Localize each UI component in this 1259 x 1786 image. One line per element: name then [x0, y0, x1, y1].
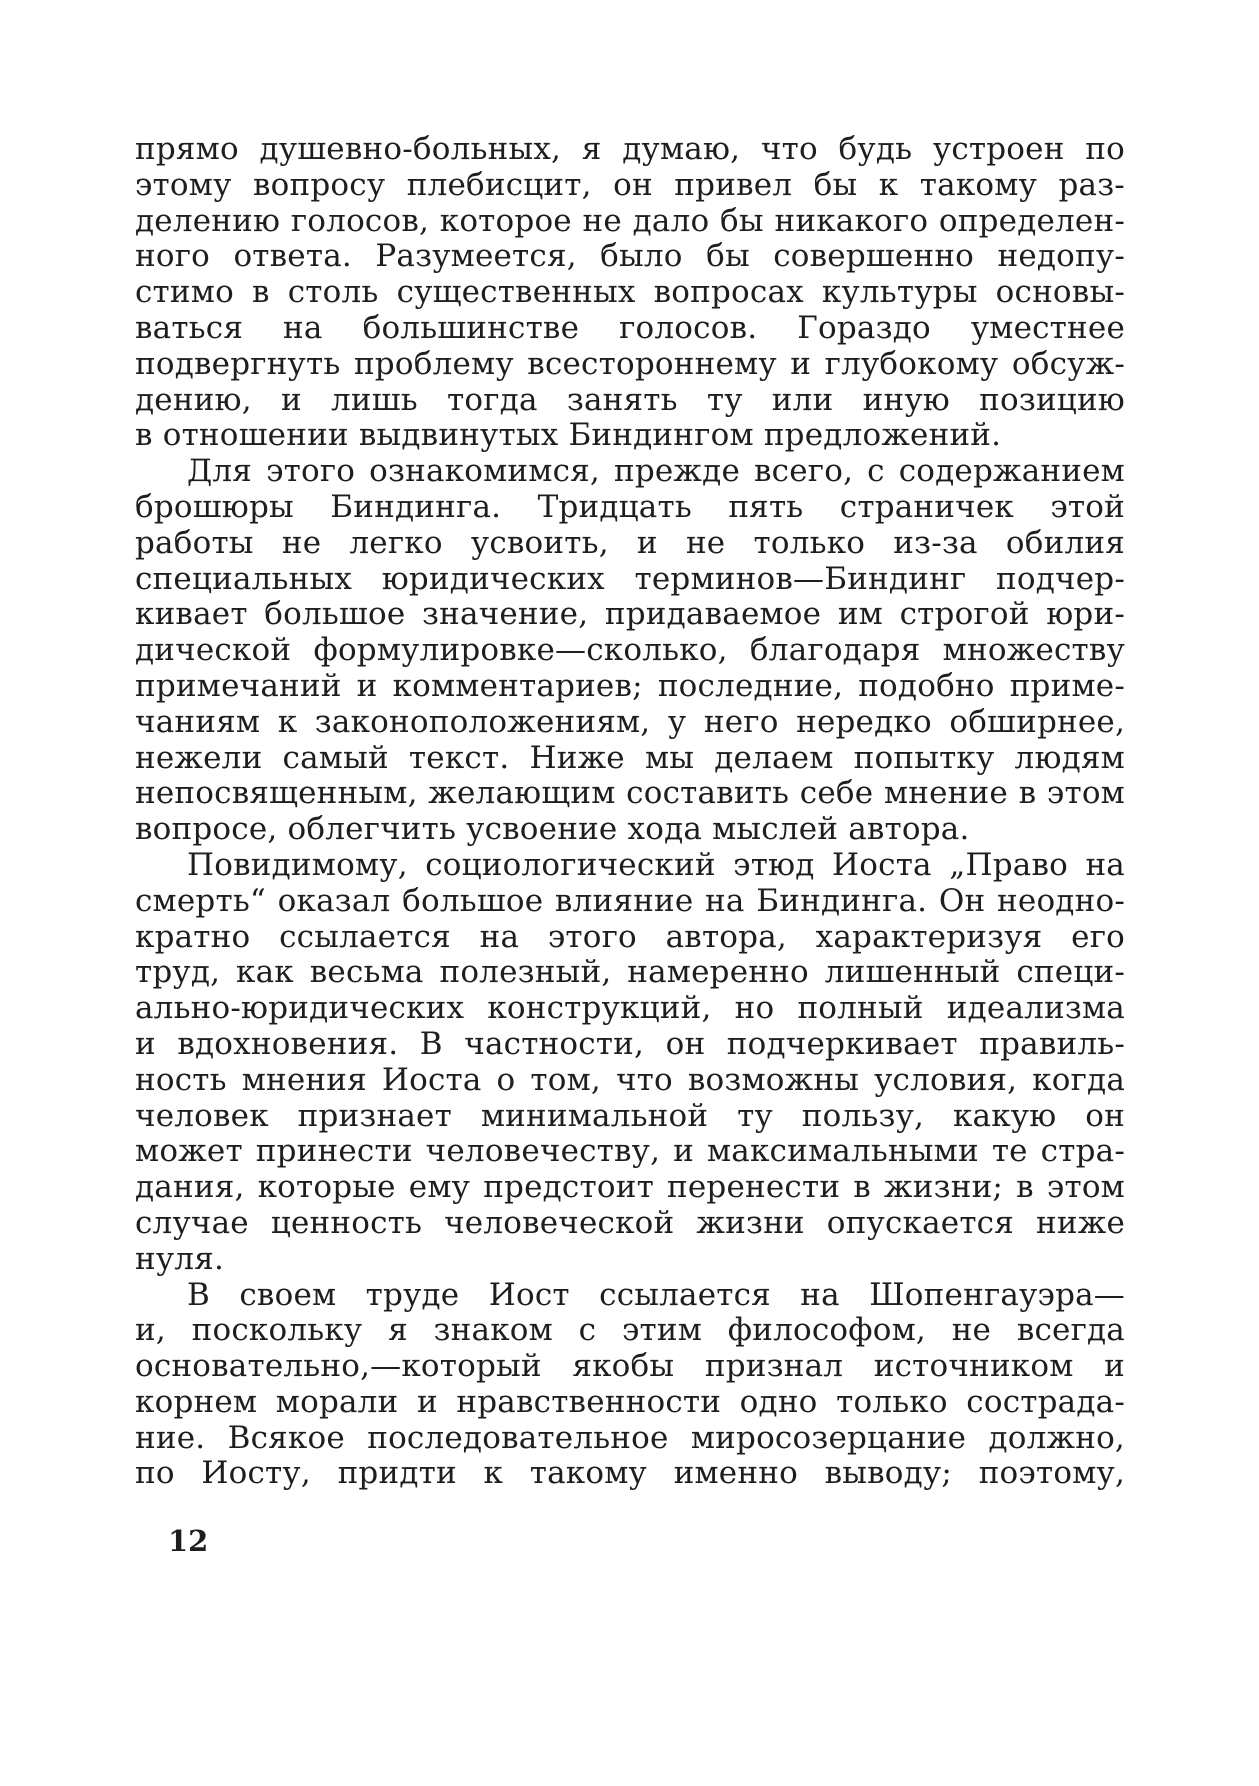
text-line: чаниям к законоположениям, у него нередко обширнее, [135, 703, 1125, 740]
text-line: непосвященным, желающим составить себе мнение в этом [135, 775, 1125, 812]
text-line: дению, и лишь тогда занять ту или иную позицию [135, 381, 1125, 418]
text-line: ного ответа. Разумеется, было бы совершенно недопу- [135, 238, 1125, 275]
text-line: ально-юридических конструкций, но полный идеализма [135, 990, 1125, 1027]
text-line: смерть“ оказал большое влияние на Биндинга. Он неодно- [135, 882, 1125, 919]
text-line: дания, которые ему предстоит перенести в жизни; в этом [135, 1169, 1125, 1206]
text-line: и вдохновения. В частности, он подчеркивает правиль- [135, 1025, 1125, 1062]
text-line: в отношении выдвинутых Биндингом предложений. [135, 417, 1002, 454]
text-line: основательно,—который якобы признал источником и [135, 1348, 1125, 1385]
text-line: человек признает минимальной ту пользу, какую он [135, 1097, 1125, 1134]
text-line: и, поскольку я знаком с этим философом, не всегда [135, 1312, 1125, 1349]
text-line: стимо в столь существенных вопросах культуры основы- [135, 274, 1125, 311]
text-line: кратно ссылается на этого автора, характеризуя его [135, 918, 1125, 955]
page-number: 12 [168, 1524, 209, 1558]
text-line: нуля. [135, 1240, 225, 1277]
text-line: делению голосов, которое не дало бы никакого определен- [135, 202, 1125, 239]
text-line: брошюры Биндинга. Тридцать пять страничек этой [135, 488, 1125, 525]
text-line: может принести человечеству, и максимальными те стра- [135, 1133, 1125, 1170]
text-line: ние. Всякое последовательное миросозерцание должно, [135, 1419, 1125, 1456]
text-line: работы не легко усвоить, и не только из-за обилия [135, 524, 1125, 561]
text-line: примечаний и комментариев; последние, подобно приме- [135, 667, 1125, 704]
text-line: прямо душевно-больных, я думаю, что будь устроен по [135, 131, 1125, 167]
text-line: труд, как весьма полезный, намеренно лишенный специ- [135, 954, 1125, 991]
text-line: случае ценность человеческой жизни опускается ниже [135, 1204, 1125, 1241]
text-line: ваться на большинстве голосов. Гораздо уместнее [135, 309, 1125, 346]
text-line: В своем труде Иост ссылается на Шопенгауэра— [187, 1276, 1125, 1313]
text-line: по Иосту, придти к такому именно выводу; поэтому, [135, 1455, 1125, 1492]
text-line: специальных юридических терминов—Биндинг подчер- [135, 560, 1125, 597]
text-line: этому вопросу плебисцит, он привел бы к такому раз- [135, 166, 1125, 203]
text-line: ность мнения Иоста о том, что возможны условия, когда [135, 1061, 1125, 1098]
text-line: кивает большое значение, придаваемое им строгой юри- [135, 596, 1125, 633]
text-line: корнем морали и нравственности одно только сострада- [135, 1383, 1125, 1420]
text-line: подвергнуть проблему всестороннему и глубокому обсуж- [135, 345, 1125, 382]
text-line: дической формулировке—сколько, благодаря множеству [135, 632, 1125, 669]
text-line: Для этого ознакомимся, прежде всего, с содержанием [187, 453, 1125, 490]
text-line: Повидимому, социологический этюд Иоста „Право на [187, 846, 1125, 883]
body-text [135, 132, 1125, 1492]
text-line: вопросе, облегчить усвоение хода мыслей автора. [135, 811, 970, 848]
text-line: нежели самый текст. Ниже мы делаем попытку людям [135, 739, 1125, 776]
